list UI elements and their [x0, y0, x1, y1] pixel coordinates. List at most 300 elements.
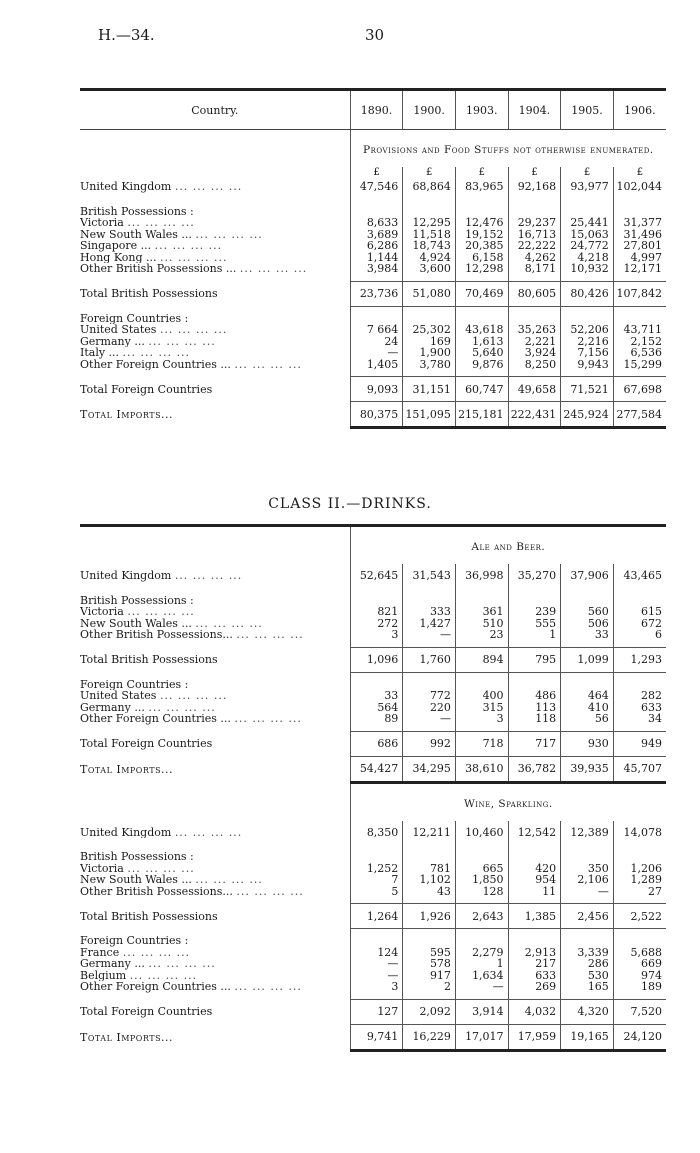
row-label: Foreign Countries : — [80, 935, 189, 947]
value-cell: 1,850 — [455, 874, 508, 886]
value-cell: 578 — [403, 958, 456, 970]
row-label: Total British Possessions — [80, 287, 218, 300]
value-cell: 949 — [613, 731, 666, 756]
row-label-cell — [80, 281, 350, 306]
row-label-cell — [80, 713, 350, 725]
value-cell: 80,426 — [561, 281, 614, 306]
value-cell: 272 — [350, 618, 403, 630]
leader-dots: ... ... ... ... — [127, 606, 195, 618]
section-title-row — [80, 130, 666, 168]
value-cell: 128 — [455, 886, 508, 898]
value-cell: 992 — [403, 731, 456, 756]
value-cell: 113 — [508, 702, 561, 714]
value-cell: 1,900 — [403, 347, 456, 359]
value-cell — [350, 582, 403, 595]
row-label: Total Foreign Countries — [80, 1005, 213, 1018]
value-cell: 10,460 — [455, 827, 508, 839]
value-cell: 35,270 — [508, 570, 561, 582]
row-label-cell — [80, 629, 350, 641]
value-cell: 781 — [403, 863, 456, 875]
value-cell: 3,924 — [508, 347, 561, 359]
row-label-cell — [80, 1024, 350, 1050]
value-cell: 35,263 — [508, 324, 561, 336]
value-cell: 560 — [561, 606, 614, 618]
british-possession-row — [80, 618, 666, 630]
foreign-country-row — [80, 702, 666, 714]
value-cell: 43 — [403, 886, 456, 898]
row-label-cell — [80, 252, 350, 264]
value-cell: 24,772 — [561, 240, 614, 252]
value-cell: 2,092 — [403, 999, 456, 1024]
value-cell — [613, 582, 666, 595]
value-cell: 17,959 — [508, 1024, 561, 1050]
row-label: Italy ... — [80, 347, 120, 359]
foreign-country-row — [80, 970, 666, 982]
value-cell: — — [455, 981, 508, 993]
value-cell — [403, 582, 456, 595]
document-reference: H.—34. — [98, 26, 155, 44]
value-cell: 7 — [350, 874, 403, 886]
year-header: 1890. — [350, 90, 403, 130]
value-cell — [561, 851, 614, 863]
row-label-cell — [80, 240, 350, 252]
value-cell: — — [350, 970, 403, 982]
row-label-cell — [80, 647, 350, 672]
value-cell: 5,688 — [613, 947, 666, 959]
value-cell: £ — [508, 167, 561, 181]
spacer-row — [80, 193, 666, 206]
value-cell: 12,298 — [455, 263, 508, 275]
total-foreign-countries-row — [80, 999, 666, 1024]
value-cell: 510 — [455, 618, 508, 630]
foreign-country-row — [80, 713, 666, 725]
row-label-cell — [80, 313, 350, 325]
value-cell — [403, 851, 456, 863]
value-cell: 24 — [350, 336, 403, 348]
value-cell: 795 — [508, 647, 561, 672]
row-label: Hong Kong ... — [80, 251, 157, 263]
leader-dots: ... ... ... ... — [234, 981, 302, 993]
value-cell: 52,206 — [561, 324, 614, 336]
page-header — [98, 26, 660, 46]
drinks-table — [80, 524, 666, 1052]
value-cell: 3,984 — [350, 263, 403, 275]
value-cell — [508, 838, 561, 851]
value-cell: 25,441 — [561, 217, 614, 229]
value-cell: 12,542 — [508, 827, 561, 839]
leader-dots: ... ... ... ... — [174, 826, 243, 838]
leader-dots: ... ... ... ... — [234, 713, 302, 725]
value-cell — [455, 582, 508, 595]
value-cell: 633 — [613, 702, 666, 714]
value-cell: 93,977 — [561, 181, 614, 193]
value-cell: 917 — [403, 970, 456, 982]
value-cell: 31,496 — [613, 229, 666, 241]
row-label-cell — [80, 863, 350, 875]
provisions-section — [80, 130, 666, 428]
value-cell: £ — [561, 167, 614, 181]
row-label: British Possessions : — [80, 594, 194, 606]
value-cell: 669 — [613, 958, 666, 970]
row-label-cell — [80, 935, 350, 947]
leader-dots: ... ... ... ... — [122, 946, 191, 958]
value-cell: 2,456 — [561, 904, 614, 929]
value-cell: 2,913 — [508, 947, 561, 959]
value-cell: 54,427 — [350, 756, 403, 782]
value-cell: 2,106 — [561, 874, 614, 886]
row-label-cell — [80, 181, 350, 193]
value-cell: 83,965 — [455, 181, 508, 193]
value-cell — [613, 193, 666, 206]
british-possession-row — [80, 263, 666, 275]
value-cell: 7,520 — [613, 999, 666, 1024]
value-cell: 717 — [508, 731, 561, 756]
leader-dots: ... ... ... ... — [236, 629, 304, 641]
value-cell: 1,096 — [350, 647, 403, 672]
row-label: Other Foreign Countries ... — [80, 713, 231, 725]
total-imports-row — [80, 402, 666, 428]
leader-dots: ... ... ... ... — [127, 217, 195, 229]
value-cell: 9,741 — [350, 1024, 403, 1050]
british-possessions-heading — [80, 851, 666, 863]
value-cell: 118 — [508, 713, 561, 725]
value-cell: — — [561, 886, 614, 898]
value-cell: 595 — [403, 947, 456, 959]
value-cell — [350, 851, 403, 863]
value-cell: 894 — [455, 647, 508, 672]
total-foreign-countries-row — [80, 731, 666, 756]
british-possessions-heading — [80, 595, 666, 607]
united-kingdom-row — [80, 827, 666, 839]
value-cell: 52,645 — [350, 570, 403, 582]
row-label: United Kingdom — [80, 570, 172, 582]
foreign-country-row — [80, 359, 666, 371]
leader-dots: ... ... ... ... — [154, 240, 223, 252]
value-cell — [561, 935, 614, 947]
column-header-row — [80, 90, 666, 130]
value-cell: 34,295 — [403, 756, 456, 782]
british-possession-row — [80, 606, 666, 618]
value-cell: 19,152 — [455, 229, 508, 241]
leader-dots: ... ... ... ... — [234, 358, 302, 370]
value-cell: £ — [350, 167, 403, 181]
blank-cell — [80, 526, 350, 565]
leader-dots: ... ... ... ... — [174, 181, 243, 193]
value-cell: 22,222 — [508, 240, 561, 252]
leader-dots: ... ... ... ... — [122, 347, 190, 359]
row-label-cell — [80, 947, 350, 959]
row-label: France — [80, 946, 120, 958]
row-label: Other British Possessions... — [80, 885, 233, 897]
leader-dots: ... ... ... ... — [159, 690, 228, 702]
row-label: Victoria — [80, 606, 124, 618]
value-cell: 974 — [613, 970, 666, 982]
value-cell: 1,099 — [561, 647, 614, 672]
value-cell: 686 — [350, 731, 403, 756]
value-cell: 1,926 — [403, 904, 456, 929]
value-cell: — — [350, 958, 403, 970]
ale-and-beer-section — [80, 526, 666, 783]
value-cell: 33 — [561, 629, 614, 641]
row-label: Other Foreign Countries ... — [80, 358, 231, 370]
leader-dots: ... ... ... ... — [195, 228, 263, 240]
british-possession-row — [80, 240, 666, 252]
row-label-cell — [80, 570, 350, 582]
leader-dots: ... ... ... ... — [148, 335, 216, 347]
row-label-cell — [80, 958, 350, 970]
value-cell: 12,211 — [403, 827, 456, 839]
value-cell: 60,747 — [455, 377, 508, 402]
value-cell: 165 — [561, 981, 614, 993]
value-cell: 4,320 — [561, 999, 614, 1024]
leader-dots: ... ... ... ... — [129, 969, 198, 981]
value-cell: 1,102 — [403, 874, 456, 886]
value-cell: 1 — [508, 629, 561, 641]
value-cell: 1,252 — [350, 863, 403, 875]
value-cell: — — [403, 629, 456, 641]
value-cell: 286 — [561, 958, 614, 970]
row-label: United Kingdom — [80, 181, 172, 193]
value-cell: 1,264 — [350, 904, 403, 929]
value-cell: 89 — [350, 713, 403, 725]
value-cell: 47,546 — [350, 181, 403, 193]
value-cell: 633 — [508, 970, 561, 982]
row-label-cell — [80, 336, 350, 348]
leader-dots: ... ... ... ... — [195, 874, 263, 886]
value-cell: 2,152 — [613, 336, 666, 348]
value-cell: 718 — [455, 731, 508, 756]
row-label: British Possessions : — [80, 205, 194, 217]
value-cell: 217 — [508, 958, 561, 970]
row-label: Total Imports... — [80, 408, 174, 421]
section-title-row — [80, 782, 666, 821]
value-cell: 4,997 — [613, 252, 666, 264]
value-cell: 4,032 — [508, 999, 561, 1024]
foreign-countries-heading — [80, 679, 666, 691]
row-label-cell — [80, 582, 350, 595]
value-cell: £ — [613, 167, 666, 181]
value-cell: 31,377 — [613, 217, 666, 229]
value-cell: 1,293 — [613, 647, 666, 672]
value-cell: 39,935 — [561, 756, 614, 782]
value-cell: 12,171 — [613, 263, 666, 275]
value-cell: 350 — [561, 863, 614, 875]
value-cell: 2,221 — [508, 336, 561, 348]
value-cell: 71,521 — [561, 377, 614, 402]
value-cell: 410 — [561, 702, 614, 714]
row-label-cell — [80, 263, 350, 275]
row-label: Germany ... — [80, 335, 145, 347]
value-cell — [561, 838, 614, 851]
leader-dots: ... ... ... ... — [148, 701, 216, 713]
section-title-row — [80, 526, 666, 565]
leader-dots: ... ... ... ... — [160, 251, 228, 263]
leader-dots: ... ... ... ... — [236, 885, 304, 897]
row-label-cell — [80, 970, 350, 982]
value-cell: 9,876 — [455, 359, 508, 371]
value-cell: 49,658 — [508, 377, 561, 402]
value-cell: 1,613 — [455, 336, 508, 348]
row-label: Victoria — [80, 862, 124, 874]
row-label: Foreign Countries : — [80, 312, 189, 324]
value-cell: 17,017 — [455, 1024, 508, 1050]
value-cell: 930 — [561, 731, 614, 756]
value-cell: 6,536 — [613, 347, 666, 359]
value-cell: 80,605 — [508, 281, 561, 306]
foreign-country-row — [80, 690, 666, 702]
wine-sparkling-section — [80, 782, 666, 1050]
value-cell: 1 — [455, 958, 508, 970]
row-label-cell — [80, 347, 350, 359]
value-cell: 3 — [350, 629, 403, 641]
value-cell: 4,262 — [508, 252, 561, 264]
total-imports-row — [80, 1024, 666, 1050]
year-header: 1906. — [613, 90, 666, 130]
value-cell: 43,711 — [613, 324, 666, 336]
value-cell: 1,634 — [455, 970, 508, 982]
value-cell: 70,469 — [455, 281, 508, 306]
value-cell: 2,216 — [561, 336, 614, 348]
row-label: New South Wales ... — [80, 617, 192, 629]
value-cell: 36,782 — [508, 756, 561, 782]
value-cell: 45,707 — [613, 756, 666, 782]
value-cell: 6 — [613, 629, 666, 641]
foreign-countries-heading — [80, 935, 666, 947]
value-cell: 1,760 — [403, 647, 456, 672]
foreign-country-row — [80, 958, 666, 970]
value-cell: 245,924 — [561, 402, 614, 428]
value-cell: 15,299 — [613, 359, 666, 371]
foreign-country-row — [80, 324, 666, 336]
section-title: Wine, Sparkling. — [350, 782, 666, 821]
row-label-cell — [80, 999, 350, 1024]
value-cell: 20,385 — [455, 240, 508, 252]
value-cell: 530 — [561, 970, 614, 982]
value-cell: 333 — [403, 606, 456, 618]
value-cell: 8,171 — [508, 263, 561, 275]
value-cell: 51,080 — [403, 281, 456, 306]
value-cell: 2 — [403, 981, 456, 993]
country-column-header: Country. — [80, 90, 350, 130]
value-cell — [350, 193, 403, 206]
value-cell: 665 — [455, 863, 508, 875]
value-cell: 1,385 — [508, 904, 561, 929]
row-label: New South Wales ... — [80, 228, 192, 240]
row-label-cell — [80, 886, 350, 898]
row-label: United States — [80, 690, 157, 702]
value-cell: 464 — [561, 690, 614, 702]
leader-dots: ... ... ... ... — [148, 958, 216, 970]
value-cell: 8,350 — [350, 827, 403, 839]
value-cell: — — [403, 713, 456, 725]
row-label: Total Imports... — [80, 762, 174, 776]
united-kingdom-row — [80, 181, 666, 193]
value-cell: 102,044 — [613, 181, 666, 193]
row-label: Other British Possessions... — [80, 629, 233, 641]
year-header: 1900. — [403, 90, 456, 130]
total-british-possessions-row — [80, 904, 666, 929]
value-cell: £ — [455, 167, 508, 181]
value-cell: 3,339 — [561, 947, 614, 959]
value-cell: 56 — [561, 713, 614, 725]
value-cell: 222,431 — [508, 402, 561, 428]
value-cell: 5,640 — [455, 347, 508, 359]
value-cell — [508, 935, 561, 947]
value-cell: 615 — [613, 606, 666, 618]
foreign-country-row — [80, 981, 666, 993]
value-cell: 220 — [403, 702, 456, 714]
value-cell: 124 — [350, 947, 403, 959]
value-cell: 107,842 — [613, 281, 666, 306]
total-foreign-countries-row — [80, 377, 666, 402]
value-cell: 3 — [455, 713, 508, 725]
value-cell: 12,476 — [455, 217, 508, 229]
value-cell: 239 — [508, 606, 561, 618]
value-cell: 9,943 — [561, 359, 614, 371]
row-label: British Possessions : — [80, 851, 194, 863]
value-cell: 1,405 — [350, 359, 403, 371]
total-british-possessions-row — [80, 281, 666, 306]
value-cell: 772 — [403, 690, 456, 702]
value-cell: 4,218 — [561, 252, 614, 264]
value-cell: 1,289 — [613, 874, 666, 886]
value-cell: 506 — [561, 618, 614, 630]
value-cell: 24,120 — [613, 1024, 666, 1050]
year-header: 1903. — [455, 90, 508, 130]
value-cell: 43,618 — [455, 324, 508, 336]
row-label-cell — [80, 229, 350, 241]
value-cell: 12,295 — [403, 217, 456, 229]
value-cell: 67,698 — [613, 377, 666, 402]
leader-dots: ... ... ... ... — [239, 263, 308, 275]
row-label-cell — [80, 981, 350, 993]
value-cell: 15,063 — [561, 229, 614, 241]
value-cell: 92,168 — [508, 181, 561, 193]
section-title: Provisions and Food Stuffs not otherwise enumerated. — [350, 130, 666, 168]
row-label-cell — [80, 904, 350, 929]
value-cell — [403, 935, 456, 947]
value-cell: 80,375 — [350, 402, 403, 428]
row-label-cell — [80, 851, 350, 863]
row-label-cell — [80, 206, 350, 218]
value-cell: 14,078 — [613, 827, 666, 839]
row-label-cell — [80, 618, 350, 630]
value-cell: £ — [403, 167, 456, 181]
row-label: Belgium — [80, 969, 127, 981]
class-title: CLASS II.—DRINKS. — [268, 496, 432, 512]
row-label: United States — [80, 324, 157, 336]
value-cell — [455, 193, 508, 206]
value-cell: 4,924 — [403, 252, 456, 264]
value-cell: 5 — [350, 886, 403, 898]
provisions-table — [80, 88, 666, 429]
value-cell: 555 — [508, 618, 561, 630]
row-label: Germany ... — [80, 701, 145, 713]
value-cell: 1,206 — [613, 863, 666, 875]
value-cell: 282 — [613, 690, 666, 702]
row-label-cell — [80, 827, 350, 839]
value-cell: 400 — [455, 690, 508, 702]
value-cell — [403, 193, 456, 206]
row-label: Total British Possessions — [80, 909, 218, 923]
value-cell: 23 — [455, 629, 508, 641]
value-cell: 151,095 — [403, 402, 456, 428]
row-label-cell — [80, 377, 350, 402]
row-label: Victoria — [80, 217, 124, 229]
value-cell: 6,286 — [350, 240, 403, 252]
value-cell: 38,610 — [455, 756, 508, 782]
value-cell: 37,906 — [561, 570, 614, 582]
